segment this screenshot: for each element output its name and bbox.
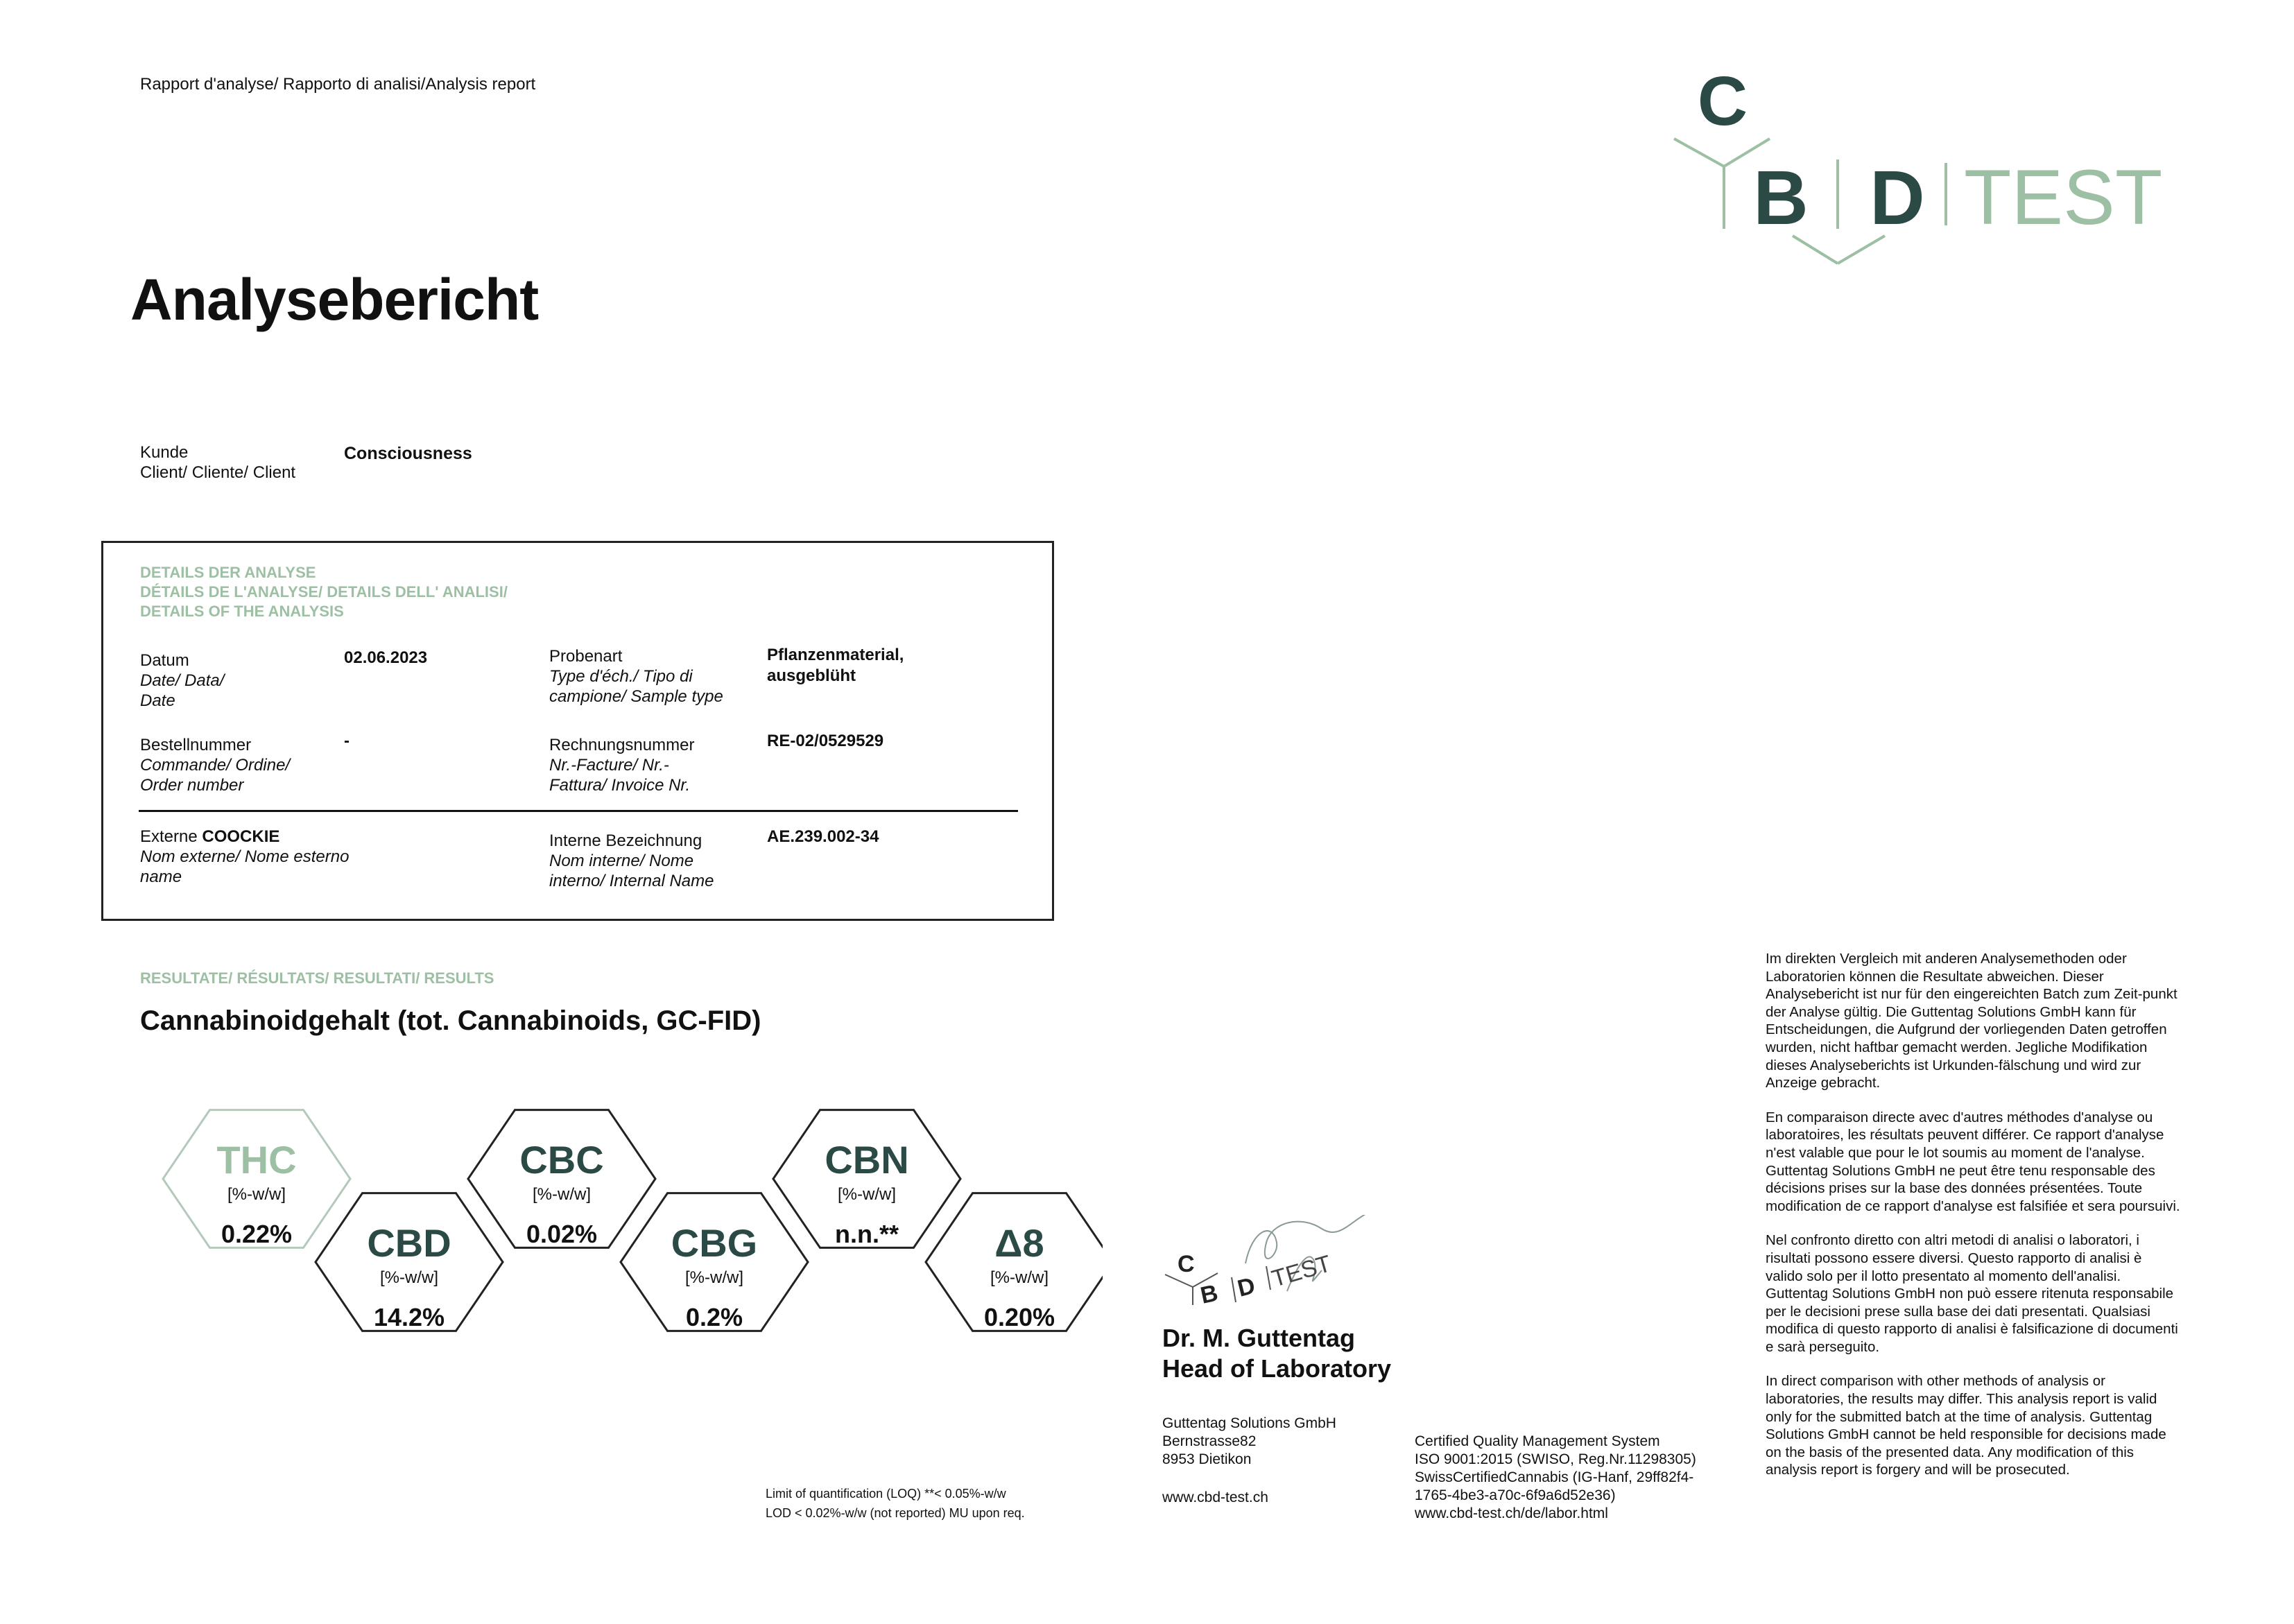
signatory-block [1162,1323,1391,1384]
date-translation: Date [140,691,175,710]
external-translation: Nom externe/ Nome esterno [140,847,350,866]
stamp-b: B [1198,1279,1221,1309]
order-value: - [344,732,350,750]
company-website: www.cbd-test.ch [1162,1489,1268,1505]
cannabinoid-name: THC [216,1138,297,1182]
sample-type-value [767,645,904,686]
cert-line: www.cbd-test.ch/de/labor.html [1415,1505,1608,1521]
disclaimer-fr: En comparaison directe avec d'autres méthodes d'analyse ou laboratoires, les résultats peuvent différer. Ce rapport d'analyse n'est valable que pour le lot soumis au moment de l'analyse. Guttentag Solutions GmbH ne peut être tenu responsable des décisions prises sur la base des données présentées. Toute modification de ce rapport d'analyse est falsifiée et sera poursuivi. [1766,1109,2180,1214]
certifications [1415,1433,1696,1523]
internal-translation: Nom interne/ Nome [549,852,694,870]
hexagon-cbc [468,1110,655,1248]
client-label-block [140,442,295,483]
cannabinoid-value: n.n.** [834,1220,899,1248]
invoice-translation: Nr.-Facture/ Nr.- [549,756,669,775]
cannabinoid-unit: [%-w/w] [227,1185,286,1204]
external-translation: name [140,867,182,886]
address-line: Bernstrasse82 [1162,1433,1257,1449]
order-translation: Order number [140,776,244,795]
cannabinoid-unit: [%-w/w] [685,1268,743,1287]
sample-type-translation: campione/ Sample type [549,687,723,706]
client-label-translations: Client/ Cliente/ Client [140,463,296,482]
internal-translation: interno/ Internal Name [549,872,714,890]
sample-type-value-line: Pflanzenmaterial, [767,646,904,664]
cannabinoid-unit: [%-w/w] [990,1268,1049,1287]
stamp-d: D [1234,1272,1258,1302]
cert-line: SwissCertifiedCannabis (IG-Hanf, 29ff82f4- [1415,1469,1694,1485]
cannabinoid-value: 0.22% [221,1220,293,1248]
disclaimer-de: Im direkten Vergleich mit anderen Analysemethoden oder Laboratorien können die Resultate abweichen. Dieser Analysebericht ist nur für den eingereichten Batch zum Zeit-punkt der Analyse gültig. Die Guttentag Solutions GmbH kann für Entscheidungen, die Aufgrund der vorliegenden Daten getroffen wurden, nicht haftbar gemacht werden. Jegliche Modifikation dieses Analyseberichts ist Urkunden-fälschung und wird zur Anzeige gebracht. [1766,951,2177,1091]
sample-type-translation: Type d'éch./ Tipo di [549,667,693,686]
cannabinoid-value: 14.2% [373,1303,445,1331]
disclaimer-en: In direct comparison with other methods of analysis or laboratories, the results may differ. This analysis report is valid only for the submitted batch at the time of analysis. Guttentag Solutions GmbH cannot be held responsible for decisions made on the basis of the presented data. Any modification of this analysis report is forgery and will be prosecuted. [1766,1373,2166,1478]
stamp-test: TEST [1268,1250,1334,1293]
details-heading-line: DETAILS DER ANALYSE [140,564,316,581]
date-label: Datum [140,651,189,670]
cannabinoid-hexagons [132,1106,1103,1370]
details-heading-line: DETAILS OF THE ANALYSIS [140,603,344,620]
cannabinoid-value: 0.20% [983,1303,1055,1331]
results-title: Cannabinoidgehalt (tot. Cannabinoids, GC-FID) [140,1005,761,1036]
stamp-c: C [1178,1251,1195,1277]
date-translation: Date/ Data/ [140,671,225,690]
cannabinoid-unit: [%-w/w] [533,1185,591,1204]
cannabinoid-name: CBG [671,1221,758,1265]
hexagon-cbn [773,1110,960,1248]
address-line: 8953 Dietikon [1162,1451,1252,1467]
invoice-label: Rechnungsnummer [549,736,695,754]
signature-stamp [1162,1215,1370,1312]
details-heading [140,563,508,621]
order-label-block [140,735,290,795]
client-value: Consciousness [344,444,472,463]
cannabinoid-name: Δ8 [994,1221,1044,1265]
internal-label: Interne Bezeichnung [549,831,702,850]
loq-note [766,1484,1025,1523]
sample-type-value-line: ausgeblüht [767,666,856,685]
cert-line: 1765-4be3-a70c-6f9a6d52e36) [1415,1487,1616,1503]
loq-note-line: LOD < 0.02%-w/w (not reported) MU upon req. [766,1506,1025,1520]
order-translation: Commande/ Ordine/ [140,756,291,775]
external-label: Externe [140,827,198,846]
invoice-label-block [549,735,694,795]
hexagon-cbg [621,1193,808,1331]
signatory-role: Head of Laboratory [1162,1354,1392,1383]
order-label: Bestellnummer [140,736,252,754]
logo-letter-b: B [1753,155,1809,241]
sample-type-label: Probenart [549,647,623,666]
cannabinoid-unit: [%-w/w] [838,1185,896,1204]
company-address [1162,1415,1336,1469]
cannabinoid-unit: [%-w/w] [380,1268,438,1287]
cannabinoid-value: 0.02% [526,1220,598,1248]
cannabinoid-name: CBN [825,1138,909,1182]
internal-label-block [549,831,714,891]
signatory-name: Dr. M. Guttentag [1162,1324,1355,1352]
loq-note-line: Limit of quantification (LOQ) **< 0.05%-w/w [766,1487,1006,1501]
invoice-translation: Fattura/ Invoice Nr. [549,776,691,795]
details-heading-line: DÉTAILS DE L'ANALYSE/ DETAILS DELL' ANALISI/ [140,583,508,601]
cert-line: Certified Quality Management System [1415,1433,1660,1449]
date-label-block [140,650,224,711]
cannabinoid-name: CBC [519,1138,604,1182]
date-value: 02.06.2023 [344,648,428,667]
logo-word-test: TEST [1964,154,2163,241]
results-heading: RESULTATE/ RÉSULTATS/ RESULTATI/ RESULTS [140,969,494,987]
logo-letter-c: C [1697,69,1748,140]
external-label-block [140,827,349,887]
internal-value: AE.239.002-34 [767,827,879,846]
page-title: Analysebericht [130,267,539,332]
logo-letter-d: D [1870,155,1925,241]
hexagon-cbd [316,1193,503,1331]
address-line: Guttentag Solutions GmbH [1162,1415,1336,1431]
cannabinoid-value: 0.2% [685,1303,743,1331]
cannabinoid-name: CBD [367,1221,451,1265]
cbd-test-logo [1664,69,2177,277]
invoice-value: RE-02/0529529 [767,732,884,750]
report-type-label: Rapport d'analyse/ Rapporto di analisi/Analysis report [140,75,536,94]
disclaimer [1766,950,2182,1496]
sample-type-label-block [549,646,723,707]
client-label: Kunde [140,443,189,462]
cert-line: ISO 9001:2015 (SWISO, Reg.Nr.11298305) [1415,1451,1696,1467]
details-divider [139,810,1018,812]
hexagon-thc [163,1110,350,1248]
disclaimer-it: Nel confronto diretto con altri metodi di analisi o laboratori, i risultati possono essere diversi. Questo rapporto di analisi è valido solo per il lotto presentato al momento dell'analisi. Guttentag Solutions GmbH non può essere ritenuta responsabile per le decisioni prese sulla base dei dati presentati. Qualsiasi modifica di questo rapporto di analisi è falsificazione di documenti e sarà perseguito. [1766,1232,2178,1355]
external-value: COOCKIE [202,827,280,846]
hexagon-δ8 [926,1193,1103,1331]
